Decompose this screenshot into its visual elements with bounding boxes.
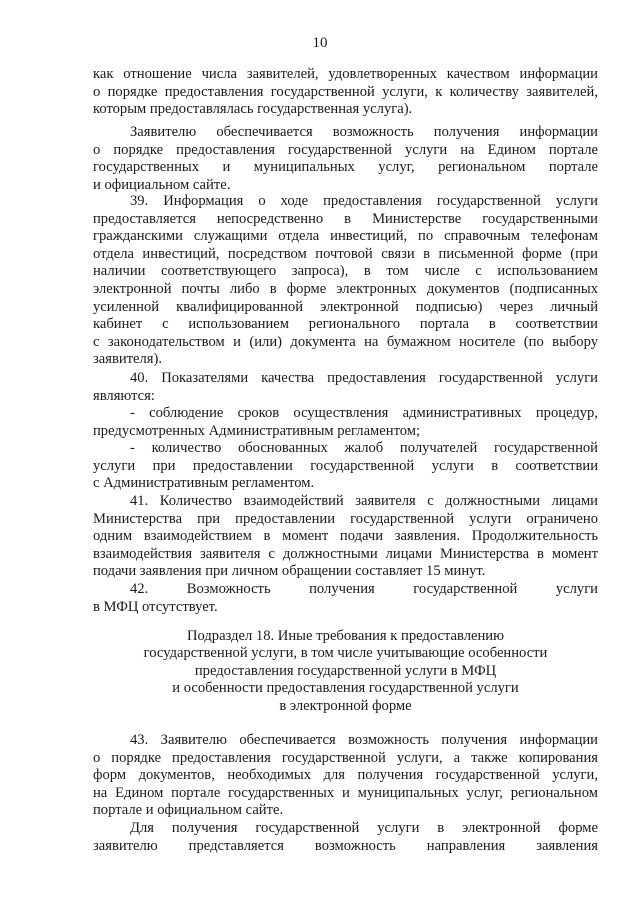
text-line: о порядке предоставления государственной услуги на Едином портале [93,141,598,158]
text-line: и официальном сайте. [93,176,231,193]
text-line: 40. Показателями качества предоставления государственной услуги [130,370,598,386]
text-line: Министерства при предоставлении государственной услуги ограничено [93,510,598,527]
text-line: отдела инвестиций, посредством почтовой связи в письменной форме (при [93,245,598,262]
paragraph-42 [93,581,598,616]
text-line: взаимодействия заявителя с должностными лицами Министерства в момент [93,545,598,562]
text-line: - количество обоснованных жалоб получателей государственной [130,440,598,456]
text-line: государственных и муниципальных услуг, региональном портале [93,159,598,176]
text-line: являются: [93,387,155,404]
paragraph-41 [93,493,598,581]
heading-line: государственной услуги, в том числе учитывающие особенности [143,645,548,662]
text-line: 43. Заявителю обеспечивается возможность получения информации [130,732,598,748]
text-line: подачи заявления при личном обращении составляет 15 минут. [93,563,486,580]
paragraph-continuation [93,66,598,119]
text-line: 41. Количество взаимодействий заявителя с должностными лицами [130,493,598,509]
text-line: 39. Информация о ходе предоставления государственной услуги [130,193,598,209]
heading-line: и особенности предоставления государственной услуги [172,680,519,697]
subsection-18-heading [93,628,598,715]
text-line: с законодательством и (или) документа на бумажном носителе (по выбору [93,333,598,350]
text-line: услуги при предоставлении государственной услуги в соответствии [93,457,598,474]
text-line: которым предоставлялась государственная услуга). [93,101,413,118]
text-line: 42. Возможность получения государственной услуги [130,581,598,597]
text-line: предусмотренных Административным регламентом; [93,422,421,439]
text-line: Для получения государственной услуги в электронной форме [130,820,598,836]
text-line: одним взаимодействием в момент подачи заявления. Продолжительность [93,528,598,545]
text-line: портале и официальном сайте. [93,802,284,819]
text-line: - соблюдение сроков осуществления административных процедур, [130,405,598,421]
text-line: заявителя). [93,351,163,368]
paragraph-43 [93,732,598,820]
text-line: Заявителю обеспечивается возможность получения информации [130,124,598,140]
list-item-complaints [93,440,598,493]
text-line: предоставляется непосредственно в Министерстве государственными [93,210,598,227]
text-line: о порядке предоставления государственной услуги, а также копирования [93,749,598,766]
text-line: с Административным регламентом. [93,475,315,492]
text-line: в МФЦ отсутствует. [93,598,218,615]
heading-line: в электронной форме [279,697,412,714]
text-line: форм документов, необходимых для получения государственной услуги, [93,767,598,784]
paragraph-portal-info [93,124,598,194]
text-line: на Едином портале государственных и муниципальных услуг, региональном [93,784,598,801]
list-item-deadlines [93,405,598,440]
paragraph-electronic-form [93,820,598,855]
text-line: наличии соответствующего запроса), в том числе с использованием [93,263,598,280]
text-line: гражданскими служащими отдела инвестиций, по справочным телефонам [93,228,598,245]
text-line: о порядке предоставления государственной услуги, к количеству заявителей, [93,83,598,100]
text-line: как отношение числа заявителей, удовлетворенных качеством информации [93,66,598,82]
heading-line: Подраздел 18. Иные требования к предоставлению [186,628,505,644]
text-line: заявителю представляется возможность направления заявления [93,837,598,854]
text-line: кабинет с использованием регионального портала в соответствии [93,316,598,333]
text-line: усиленной квалифицированной электронной подписью) через личный [93,298,598,315]
text-line: электронной почты либо в форме электронных документов (подписанных [93,280,598,297]
paragraph-40 [93,370,598,405]
paragraph-39 [93,193,598,369]
page-number: 10 [312,35,328,51]
heading-line: предоставления государственной услуги в МФЦ [194,662,497,679]
